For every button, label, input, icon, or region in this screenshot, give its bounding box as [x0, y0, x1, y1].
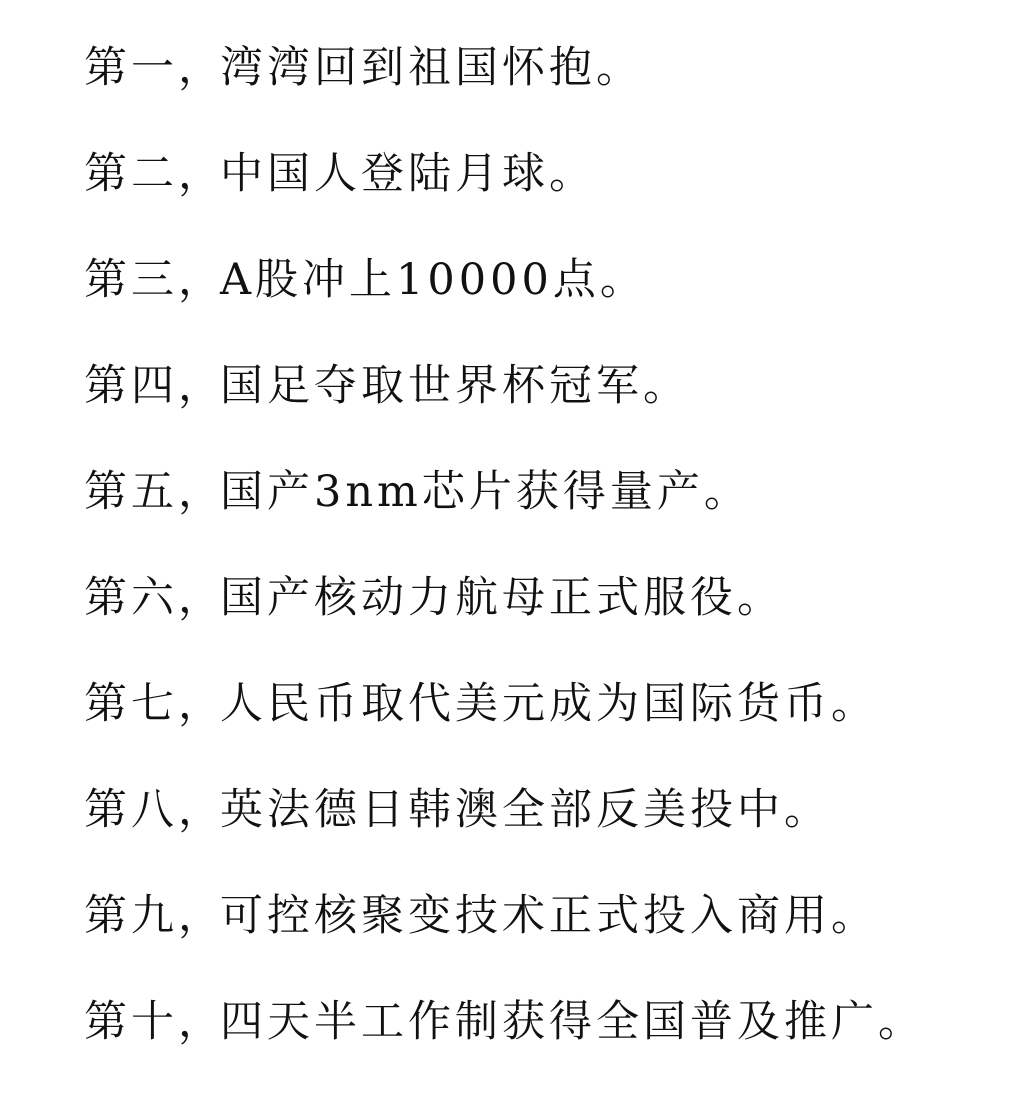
list-item [84, 462, 984, 568]
list-item [84, 356, 984, 462]
item-text: 国产核动力航母正式服役。 [220, 573, 784, 623]
list-item [84, 38, 984, 144]
list-item [84, 568, 984, 674]
item-ordinal: 第三， [84, 255, 225, 305]
item-ordinal: 第十， [84, 997, 225, 1047]
item-text: 国产3nm芯片获得量产。 [220, 467, 751, 517]
item-text: 国足夺取世界杯冠军。 [220, 361, 690, 411]
list-item [84, 886, 984, 992]
item-ordinal: 第八， [84, 785, 225, 835]
item-ordinal: 第一， [84, 43, 225, 93]
item-text: 人民币取代美元成为国际货币。 [220, 679, 878, 729]
item-text: 湾湾回到祖国怀抱。 [220, 43, 643, 93]
item-ordinal: 第五， [84, 467, 225, 517]
item-text: 可控核聚变技术正式投入商用。 [220, 891, 878, 941]
item-ordinal: 第六， [84, 573, 225, 623]
item-ordinal: 第四， [84, 361, 225, 411]
item-ordinal: 第二， [84, 149, 225, 199]
list-item [84, 780, 984, 886]
list-item [84, 992, 984, 1098]
list-item [84, 144, 984, 250]
item-text: A股冲上10000点。 [220, 255, 647, 305]
item-ordinal: 第九， [84, 891, 225, 941]
numbered-list [84, 38, 984, 1098]
list-item [84, 250, 984, 356]
item-ordinal: 第七， [84, 679, 225, 729]
item-text: 英法德日韩澳全部反美投中。 [220, 785, 831, 835]
item-text: 四天半工作制获得全国普及推广。 [220, 997, 925, 1047]
item-text: 中国人登陆月球。 [220, 149, 596, 199]
list-item [84, 674, 984, 780]
